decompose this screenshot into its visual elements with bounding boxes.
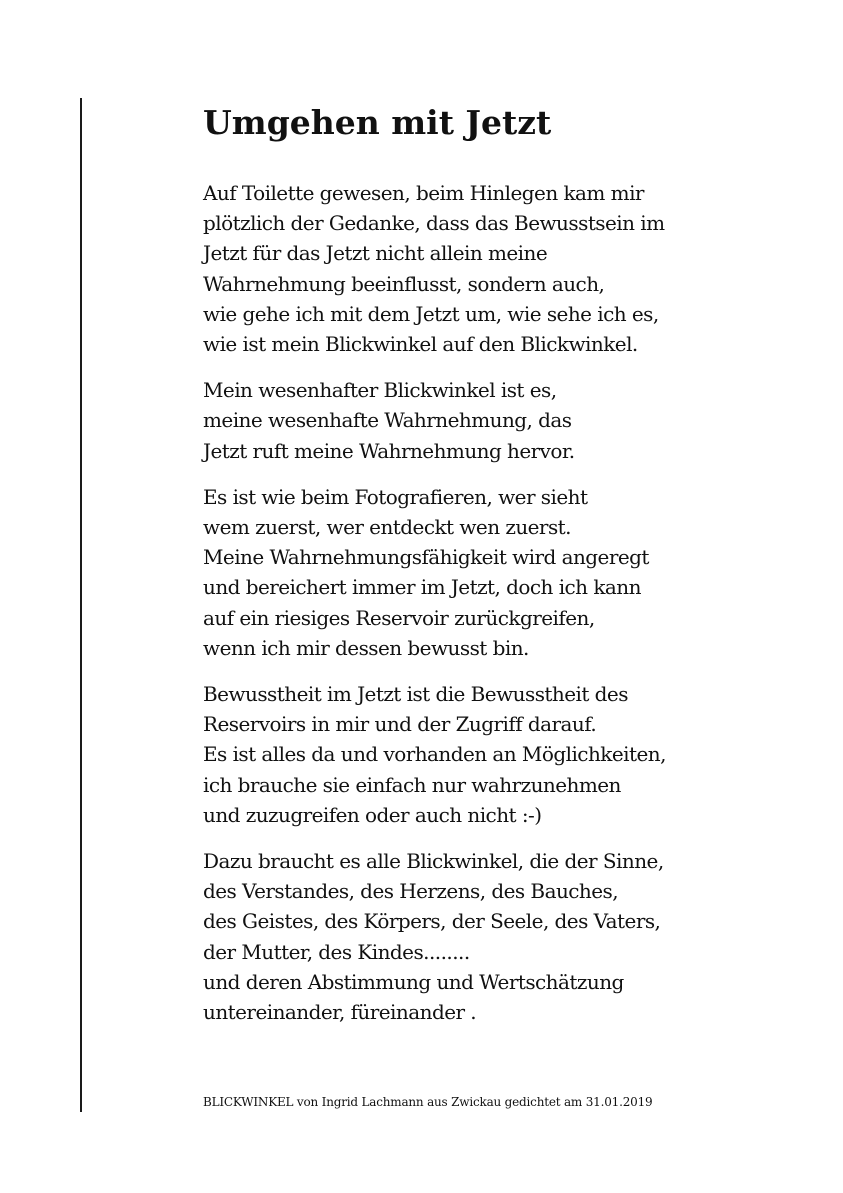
poem-line: wenn ich mir dessen bewusst bin. xyxy=(203,635,529,660)
poem-line: wie ist mein Blickwinkel auf den Blickwinkel. xyxy=(203,332,638,357)
stanza-3 xyxy=(203,482,823,663)
poem-line: Es ist alles da und vorhanden an Möglichkeiten, xyxy=(203,742,666,767)
poem-body xyxy=(203,178,823,1043)
poem-line: Meine Wahrnehmungsfähigkeit wird angeregt xyxy=(203,545,649,570)
poem-line: auf ein riesiges Reservoir zurückgreifen, xyxy=(203,605,595,630)
poem-line: Jetzt ruft meine Wahrnehmung hervor. xyxy=(203,438,575,463)
stanza-2 xyxy=(203,375,823,466)
poem-line: und bereichert immer im Jetzt, doch ich kann xyxy=(203,575,641,600)
poem-line: plötzlich der Gedanke, dass das Bewusstsein im xyxy=(203,211,665,236)
left-margin-rule xyxy=(80,98,82,1112)
poem-line: Bewusstheit im Jetzt ist die Bewusstheit des xyxy=(203,682,628,707)
poem-title: Umgehen mit Jetzt xyxy=(203,103,552,142)
poem-line: Jetzt für das Jetzt nicht allein meine xyxy=(203,241,548,266)
stanza-5 xyxy=(203,846,823,1027)
poem-line: untereinander, füreinander . xyxy=(203,1000,477,1025)
poem-line: des Verstandes, des Herzens, des Bauches, xyxy=(203,879,619,904)
stanza-1 xyxy=(203,178,823,359)
poem-line: und zuzugreifen oder auch nicht :-) xyxy=(203,802,542,827)
poem-line: Mein wesenhafter Blickwinkel ist es, xyxy=(203,378,557,403)
poem-line: ich brauche sie einfach nur wahrzunehmen xyxy=(203,772,621,797)
poem-line: Wahrnehmung beeinflusst, sondern auch, xyxy=(203,271,605,296)
poem-line: wie gehe ich mit dem Jetzt um, wie sehe ich es, xyxy=(203,301,659,326)
poem-line: Reservoirs in mir und der Zugriff darauf. xyxy=(203,712,597,737)
poem-line: wem zuerst, wer entdeckt wen zuerst. xyxy=(203,515,571,540)
poem-line: Auf Toilette gewesen, beim Hinlegen kam mir xyxy=(203,181,644,205)
poem-line: der Mutter, des Kindes........ xyxy=(203,939,470,964)
poem-line: und deren Abstimmung und Wertschätzung xyxy=(203,969,624,994)
poem-line: Es ist wie beim Fotografieren, wer sieht xyxy=(203,484,588,509)
poem-line: meine wesenhafte Wahrnehmung, das xyxy=(203,408,572,433)
stanza-4 xyxy=(203,679,823,830)
poem-line: Dazu braucht es alle Blickwinkel, die der Sinne, xyxy=(203,849,664,874)
attribution-footer: BLICKWINKEL von Ingrid Lachmann aus Zwickau gedichtet am 31.01.2019 xyxy=(203,1095,653,1109)
poem-line: des Geistes, des Körpers, der Seele, des Vaters, xyxy=(203,909,661,934)
